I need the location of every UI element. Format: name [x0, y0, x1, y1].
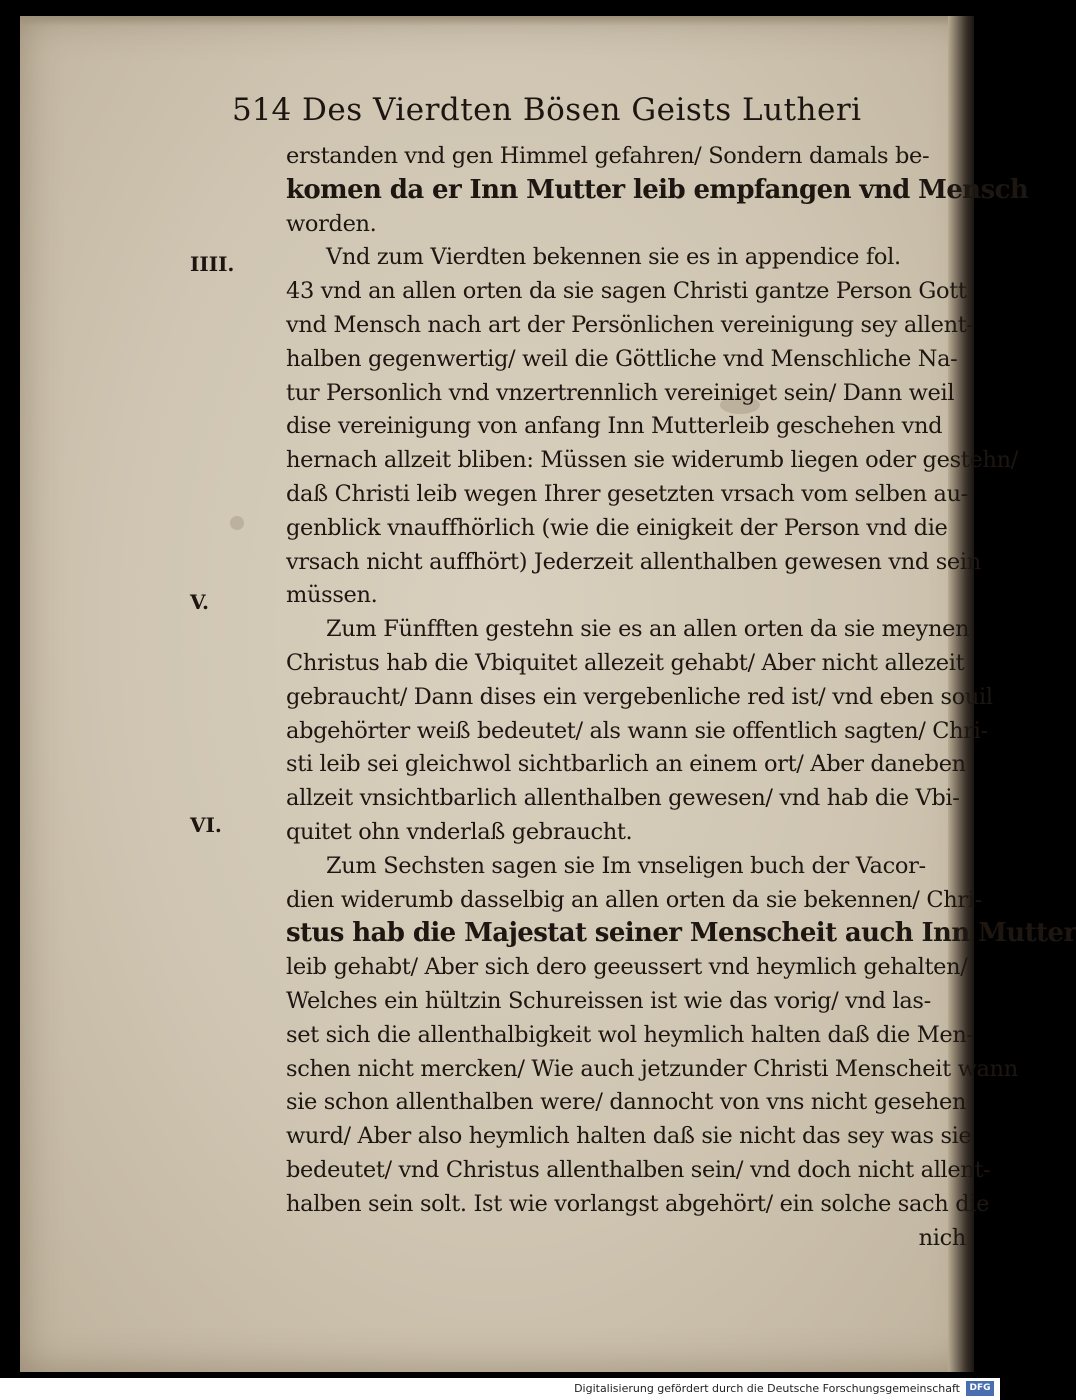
text-line: quitet ohn vnderlaß gebraucht.: [286, 818, 633, 845]
text-line: sie schon allenthalben were/ dannocht von vns nicht gesehen: [286, 1089, 967, 1116]
margin-note-v: V.: [190, 590, 209, 614]
text-line: schen nicht mercken/ Wie auch jetzunder Christi Menscheit wann: [286, 1055, 1018, 1082]
paper-stain: [230, 516, 244, 530]
text-line: erstanden vnd gen Himmel gefahren/ Sondern damals be-: [286, 143, 930, 169]
text-line: abgehörter weiß bedeutet/ als wann sie offentlich sagten/ Chri-: [286, 717, 988, 744]
text-line: genblick vnauffhörlich (wie die einigkeit der Person vnd die: [286, 514, 948, 541]
text-line: Zum Fünfften gestehn sie es an allen orten da sie meynen: [326, 616, 970, 643]
page-number: 514: [232, 92, 292, 128]
text-line: gebraucht/ Dann dises ein vergebenliche red ist/ vnd eben souil: [286, 683, 993, 710]
text-line: tur Personlich vnd vnzertrennlich vereiniget sein/ Dann weil: [286, 379, 955, 406]
catchword: nich: [918, 1224, 966, 1251]
text-line: Vnd zum Vierdten bekennen sie es in appendice fol.: [326, 244, 901, 271]
text-line: wurd/ Aber also heymlich halten daß sie nicht das sey was sie: [286, 1123, 972, 1150]
text-line: set sich die allenthalbigkeit wol heymlich halten daß die Men-: [286, 1021, 974, 1048]
text-line: 43 vnd an allen orten da sie sagen Christi gantze Person Gott: [286, 278, 967, 305]
text-line: stus hab die Majestat seiner Menscheit auch Inn Mutter: [286, 918, 1076, 949]
dfg-logo: DFG: [966, 1381, 994, 1396]
running-head: [232, 92, 912, 140]
text-line: sti leib sei gleichwol sichtbarlich an einem ort/ Aber daneben: [286, 751, 966, 778]
text-line: vrsach nicht auffhört) Jederzeit allenthalben gewesen vnd sein: [286, 548, 981, 575]
footer-bar: [0, 1378, 1000, 1400]
text-line: halben sein solt. Ist wie vorlangst abgehört/ ein solche sach die: [286, 1190, 990, 1217]
text-line: allzeit vnsichtbarlich allenthalben gewesen/ vnd hab die Vbi-: [286, 785, 960, 812]
text-line: dise vereinigung von anfang Inn Mutterleib geschehen vnd: [286, 413, 943, 440]
text-line: dien widerumb dasselbig an allen orten da sie bekennen/ Chri-: [286, 886, 982, 913]
page-top-edge: [20, 16, 974, 26]
text-line: müssen.: [286, 582, 378, 609]
text-line: Christus hab die Vbiquitet allezeit gehabt/ Aber nicht allezeit: [286, 649, 965, 676]
text-line: komen da er Inn Mutter leib empfangen vnd Mensch: [286, 174, 1029, 205]
text-line: Zum Sechsten sagen sie Im vnseligen buch der Vacor-: [326, 852, 926, 879]
margin-note-iiii: IIII.: [190, 252, 235, 276]
text-line: leib gehabt/ Aber sich dero geeussert vnd heymlich gehalten/: [286, 954, 968, 981]
text-line: hernach allzeit bliben: Müssen sie widerumb liegen oder gestehn/: [286, 447, 1018, 474]
margin-note-vi: VI.: [190, 813, 222, 837]
text-line: bedeutet/ vnd Christus allenthalben sein/ vnd doch nicht allent-: [286, 1156, 991, 1183]
text-line: worden.: [286, 210, 377, 237]
funding-credit: Digitalisierung gefördert durch die Deutsche Forschungsgemeinschaft: [574, 1382, 960, 1395]
body-text: [286, 140, 1076, 1255]
running-head-title: Des Vierdten Bösen Geists Lutheri: [302, 92, 862, 128]
text-line: halben gegenwertig/ weil die Göttliche vnd Menschliche Na-: [286, 345, 958, 372]
text-line: Welches ein hültzin Schureissen ist wie das vorig/ vnd las-: [286, 987, 931, 1014]
text-line: daß Christi leib wegen Ihrer gesetzten vrsach vom selben au-: [286, 480, 968, 507]
text-line: vnd Mensch nach art der Persönlichen vereinigung sey allent-: [286, 311, 974, 338]
